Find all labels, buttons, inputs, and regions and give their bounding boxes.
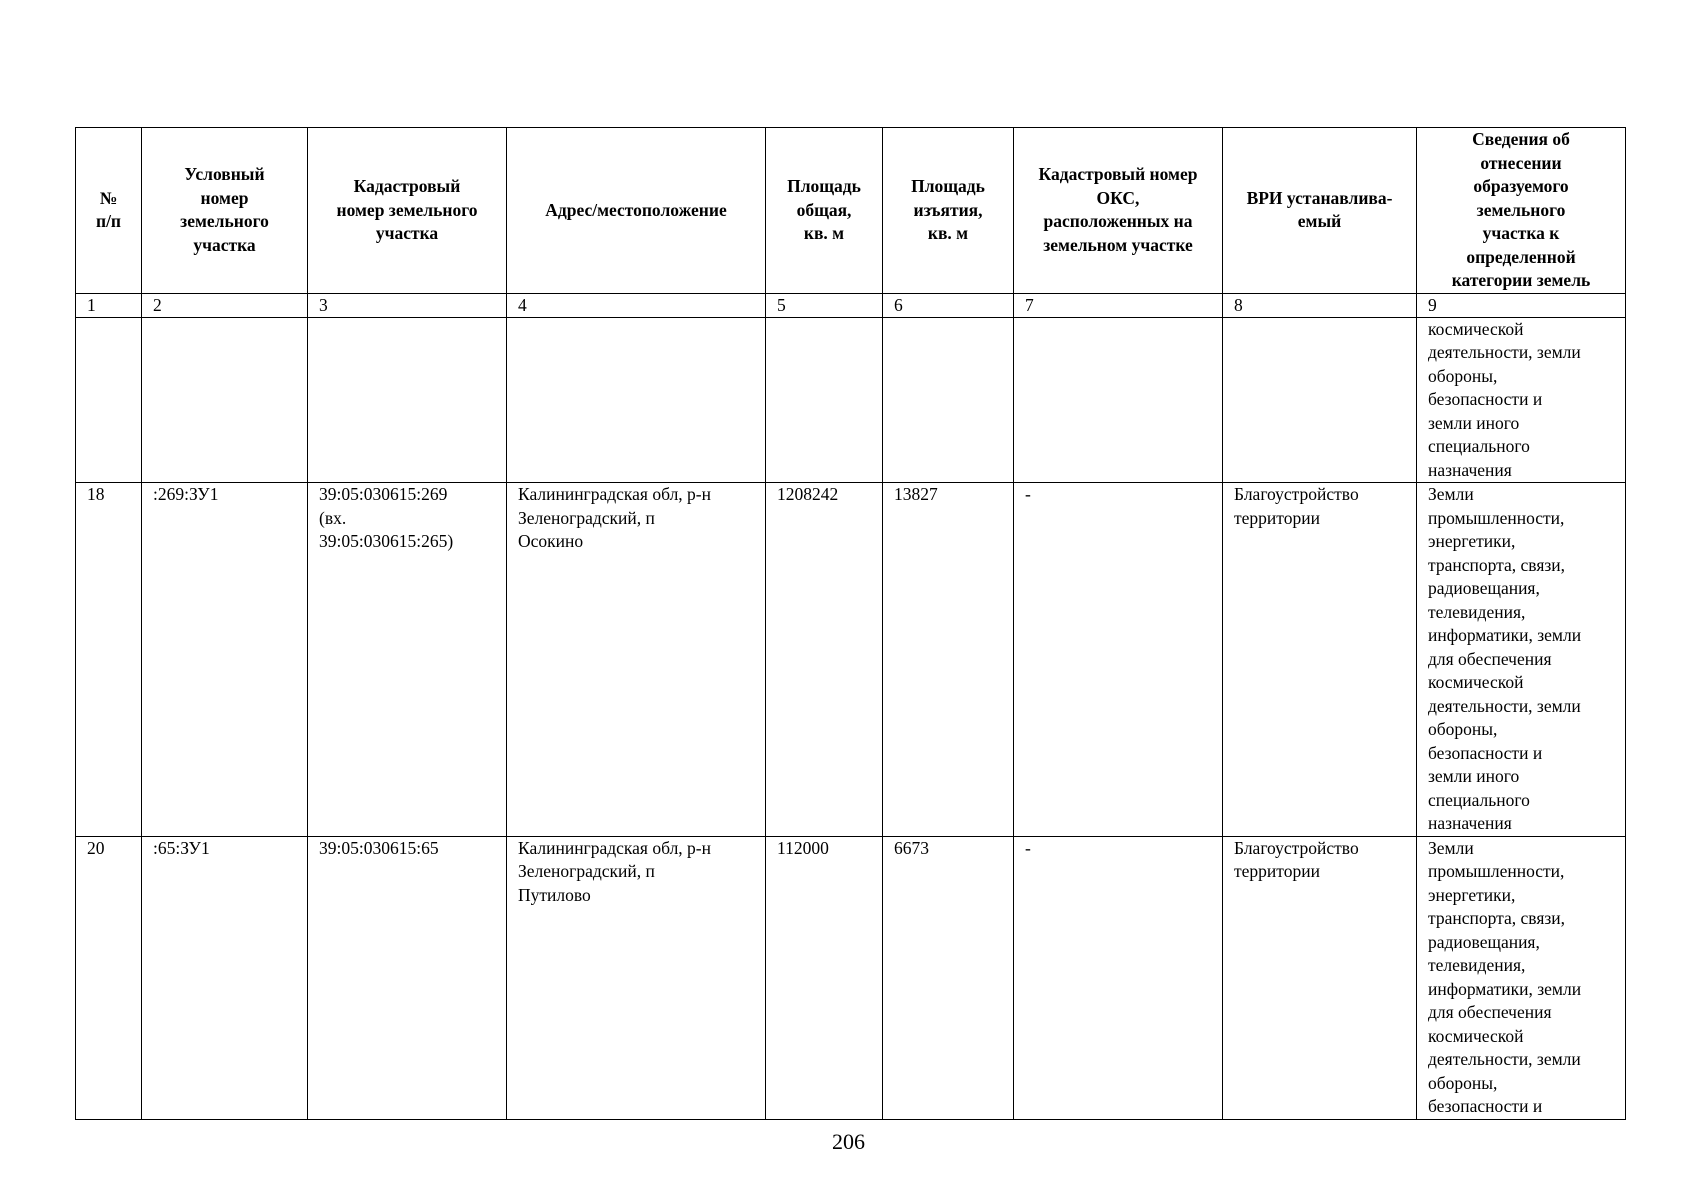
column-number: 2	[142, 293, 308, 317]
cadastral-number-cell: 39:05:030615:65	[308, 836, 507, 1119]
table-row	[76, 836, 1626, 1119]
area-withdrawn-cell: 13827	[883, 483, 1014, 837]
column-number: 3	[308, 293, 507, 317]
header-oks-number: Кадастровый номер ОКС, расположенных на земельном участке	[1014, 128, 1223, 294]
header-land-category: Сведения об отнесении образуемого земельного участка к определенной категории земель	[1417, 128, 1626, 294]
land-plot-register	[75, 127, 1625, 1120]
conditional-number-cell: :65:ЗУ1	[142, 836, 308, 1119]
column-number: 1	[76, 293, 142, 317]
empty-cell	[766, 317, 883, 483]
oks-number-cell: -	[1014, 483, 1223, 837]
table-row	[76, 483, 1626, 837]
column-number: 7	[1014, 293, 1223, 317]
empty-cell	[1014, 317, 1223, 483]
column-number: 8	[1223, 293, 1417, 317]
header-cadastral-number: Кадастровый номер земельного участка	[308, 128, 507, 294]
address-cell: Калининградская обл, р-н Зеленоградский, п Путилово	[507, 836, 766, 1119]
land-plot-table	[75, 127, 1626, 1120]
empty-cell	[507, 317, 766, 483]
table-row-continued	[76, 317, 1626, 483]
header-vri: ВРИ устанавлива- емый	[1223, 128, 1417, 294]
conditional-number-cell: :269:ЗУ1	[142, 483, 308, 837]
row-number-cell: 18	[76, 483, 142, 837]
row-number-cell: 20	[76, 836, 142, 1119]
header-row-number: № п/п	[76, 128, 142, 294]
address-cell: Калининградская обл, р-н Зеленоградский, п Осокино	[507, 483, 766, 837]
empty-cell	[308, 317, 507, 483]
column-number-row	[76, 293, 1626, 317]
cadastral-number-cell: 39:05:030615:269 (вх. 39:05:030615:265)	[308, 483, 507, 837]
vri-cell: Благоустройство территории	[1223, 836, 1417, 1119]
header-address: Адрес/местоположение	[507, 128, 766, 294]
area-withdrawn-cell: 6673	[883, 836, 1014, 1119]
column-number: 5	[766, 293, 883, 317]
empty-cell	[883, 317, 1014, 483]
header-row	[76, 128, 1626, 294]
empty-cell	[1223, 317, 1417, 483]
header-conditional-number: Условный номер земельного участка	[142, 128, 308, 294]
land-category-cell: Земли промышленности, энергетики, транспорта, связи, радиовещания, телевидения, информатики, земли для обеспечения космической деятельности, земли обороны, безопасности и	[1417, 836, 1626, 1119]
land-category-cell: космической деятельности, земли обороны, безопасности и земли иного специального назначения	[1417, 317, 1626, 483]
column-number: 9	[1417, 293, 1626, 317]
header-area-withdrawn: Площадь изъятия, кв. м	[883, 128, 1014, 294]
header-area-total: Площадь общая, кв. м	[766, 128, 883, 294]
page-number: 206	[832, 1129, 865, 1154]
empty-cell	[76, 317, 142, 483]
oks-number-cell: -	[1014, 836, 1223, 1119]
vri-cell: Благоустройство территории	[1223, 483, 1417, 837]
area-total-cell: 112000	[766, 836, 883, 1119]
column-number: 4	[507, 293, 766, 317]
empty-cell	[142, 317, 308, 483]
column-number: 6	[883, 293, 1014, 317]
land-category-cell: Земли промышленности, энергетики, транспорта, связи, радиовещания, телевидения, информатики, земли для обеспечения космической деятельности, земли обороны, безопасности и земли иного специального назначения	[1417, 483, 1626, 837]
area-total-cell: 1208242	[766, 483, 883, 837]
